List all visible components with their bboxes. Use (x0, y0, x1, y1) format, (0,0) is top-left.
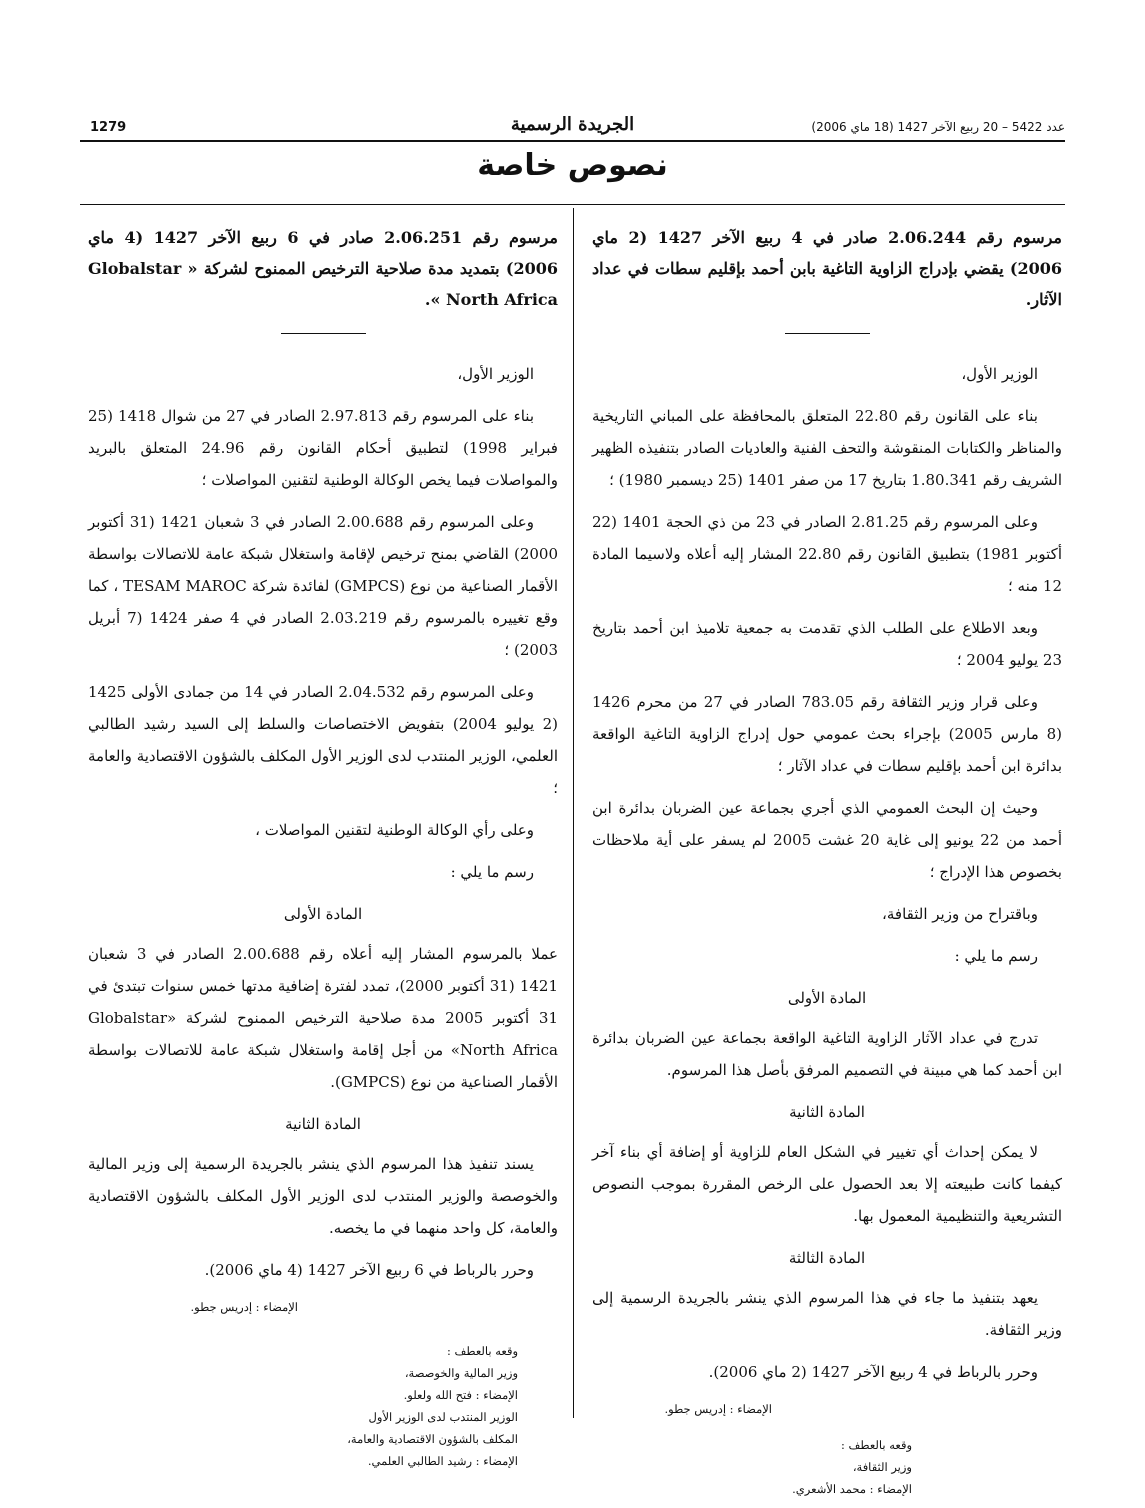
issue-info: عدد 5422 – 20 ربيع الآخر 1427 (18 ماي 2006) (811, 120, 1065, 134)
header-rule (80, 140, 1065, 142)
preamble-paragraph: وعلى المرسوم رقم 2.00.688 الصادر في 3 شعبان 1421 (31 أكتوبر 2000) القاضي بمنح ترخيص لإقامة واستغلال شبكة عامة للاتصالات بواسطة الأقمار الصناعية من نوع (GMPCS) لفائدة شركة TESAM MAROC ، كما وقع تغييره بالمرسوم رقم 2.03.219 الصادر في 4 صفر 1424 (7 أبريل 2003) ؛ (88, 513, 559, 659)
preamble-paragraph: وعلى رأي الوكالة الوطنية لتقنين المواصلات ، (255, 821, 534, 839)
article-heading: المادة الثانية (285, 1115, 361, 1133)
article-text: يسند تنفيذ هذا المرسوم الذي ينشر بالجريدة الرسمية إلى وزير المالية والخوصصة والوزير المنتدب لدى الوزير الأول المكلف بالشؤون الاقتصادية والعامة، كل واحد منهما في ما يخصه. (88, 1155, 558, 1237)
countersign-minister: وزير الثقافة، (852, 1460, 912, 1474)
title-separator (281, 333, 366, 334)
signature: الإمضاء : إدريس جطو. (664, 1402, 772, 1416)
section-title: نصوص خاصة (477, 148, 668, 183)
section-rule (80, 204, 1065, 205)
minister-heading: الوزير الأول، (457, 365, 534, 383)
preamble-paragraph: بناء على المرسوم رقم 2.97.813 الصادر في 27 من شوال 1418 (25 فبراير 1998) لتطبيق أحكام القانون رقم 24.96 المتعلق بالبريد والمواصلات فيما يخص الوكالة الوطنية لتقنين المواصلات ؛ (88, 407, 558, 489)
article-text: لا يمكن إحداث أي تغيير في الشكل العام للزاوية أو إضافة أي بناء آخر كيفما كانت طبيعته إلا بعد الحصول على الرخص المقررة بموجب النصوص التشريعية والتنظيمية المعمول بها. (592, 1143, 1062, 1225)
done-at: وحرر بالرباط في 4 ربيع الآخر 1427 (2 ماي 2006). (708, 1363, 1038, 1381)
countersign-minister: الوزير المنتدب لدى الوزير الأول (368, 1410, 518, 1424)
article-heading: المادة الأولى (283, 905, 363, 923)
countersign-signature: الإمضاء : رشيد الطالبي العلمي. (367, 1454, 518, 1468)
page-number: 1279 (90, 120, 127, 135)
article-heading: المادة الثانية (789, 1103, 865, 1121)
article-text: تدرج في عداد الآثار الزاوية التاغية الواقعة بجماعة عين الضربان بدائرة ابن أحمد كما هي مبينة في التصميم المرفق بأصل هذا المرسوم. (592, 1029, 1062, 1079)
decree-left-column (88, 222, 558, 1472)
article-heading: المادة الثالثة (788, 1249, 866, 1267)
signature-block (592, 1398, 1062, 1500)
countersign-minister: وزير المالية والخوصصة، (404, 1366, 518, 1380)
countersign-signature: الإمضاء : محمد الأشعري. (792, 1482, 912, 1496)
signature: الإمضاء : إدريس جطو. (190, 1300, 298, 1314)
column-divider (573, 208, 574, 1418)
article-heading: المادة الأولى (787, 989, 867, 1007)
countersign-block (278, 1340, 518, 1472)
preamble-paragraph: وعلى المرسوم رقم 2.81.25 الصادر في 23 من ذي الحجة 1401 (22 أكتوبر 1981) بتطبيق القانون رقم 22.80 المشار إليه أعلاه ولاسيما المادة 12 منه ؛ (592, 513, 1062, 595)
preamble-paragraph: وباقتراح من وزير الثقافة، (882, 905, 1038, 923)
countersign-minister: المكلف بالشؤون الاقتصادية والعامة، (347, 1432, 518, 1446)
page-header (80, 110, 1065, 140)
countersign-label: وقعه بالعطف : (446, 1344, 518, 1358)
preamble-paragraph: وعلى قرار وزير الثقافة رقم 783.05 الصادر في 27 من محرم 1426 (8 مارس 2005) بإجراء بحث عمومي حول إدراج الزاوية التاغية الواقعة بدائرة ابن أحمد بإقليم سطات في عداد الآثار ؛ (592, 693, 1063, 775)
decrees-statement: رسم ما يلي : (450, 863, 534, 881)
signature-block (88, 1296, 558, 1472)
decree-title: مرسوم رقم 2.06.251 صادر في 6 ربيع الآخر 1427 (4 ماي 2006) بتمديد مدة صلاحية الترخيص الممنوح لشركة « Globalstar North Africa ». (88, 228, 558, 309)
decree-title: مرسوم رقم 2.06.244 صادر في 4 ربيع الآخر 1427 (2 ماي 2006) يقضي بإدراج الزاوية التاغية بابن أحمد بإقليم سطات في عداد الآثار. (592, 228, 1062, 309)
countersign-signature: الإمضاء : فتح الله ولعلو. (403, 1388, 518, 1402)
decree-right-column (592, 222, 1062, 1500)
preamble-paragraph: وحيث إن البحث العمومي الذي أجري بجماعة عين الضربان بدائرة ابن أحمد من 22 يونيو إلى غاية 20 غشت 2005 لم يسفر على أية ملاحظات بخصوص هذا الإدراج ؛ (592, 799, 1062, 881)
preamble-paragraph: وعلى المرسوم رقم 2.04.532 الصادر في 14 من جمادى الأولى 1425 (2 يوليو 2004) بتفويض الاختصاصات والسلط إلى السيد رشيد الطالبي العلمي، الوزير المنتدب لدى الوزير الأول المكلف بالشؤون الاقتصادية والعامة ؛ (88, 683, 558, 797)
article-text: عملا بالمرسوم المشار إليه أعلاه رقم 2.00.688 الصادر في 3 شعبان 1421 (31 أكتوبر 2000)، تمدد لفترة إضافية مدتها خمس سنوات تبتدئ في 31 أكتوبر 2005 مدة صلاحية الترخيص الممنوح لشركة «Globalstar North Africa» من أجل إقامة واستغلال شبكة عامة للاتصالات بواسطة الأقمار الصناعية من نوع (GMPCS). (88, 945, 559, 1091)
minister-heading: الوزير الأول، (961, 365, 1038, 383)
gazette-title: الجريدة الرسمية (510, 114, 635, 135)
decrees-statement: رسم ما يلي : (954, 947, 1038, 965)
countersign-block (682, 1434, 912, 1500)
countersign-label: وقعه بالعطف : (840, 1438, 912, 1452)
done-at: وحرر بالرباط في 6 ربيع الآخر 1427 (4 ماي 2006). (204, 1261, 534, 1279)
preamble-paragraph: وبعد الاطلاع على الطلب الذي تقدمت به جمعية تلاميذ ابن أحمد بتاريخ 23 يوليو 2004 ؛ (592, 619, 1062, 669)
article-text: يعهد بتنفيذ ما جاء في هذا المرسوم الذي ينشر بالجريدة الرسمية إلى وزير الثقافة. (592, 1289, 1062, 1339)
title-separator (785, 333, 870, 334)
preamble-paragraph: بناء على القانون رقم 22.80 المتعلق بالمحافظة على المباني التاريخية والمناظر والكتابات المنقوشة والتحف الفنية والعاديات الصادر بتنفيذه الظهير الشريف رقم 1.80.341 بتاريخ 17 من صفر 1401 (25 ديسمبر 1980) ؛ (592, 407, 1062, 489)
